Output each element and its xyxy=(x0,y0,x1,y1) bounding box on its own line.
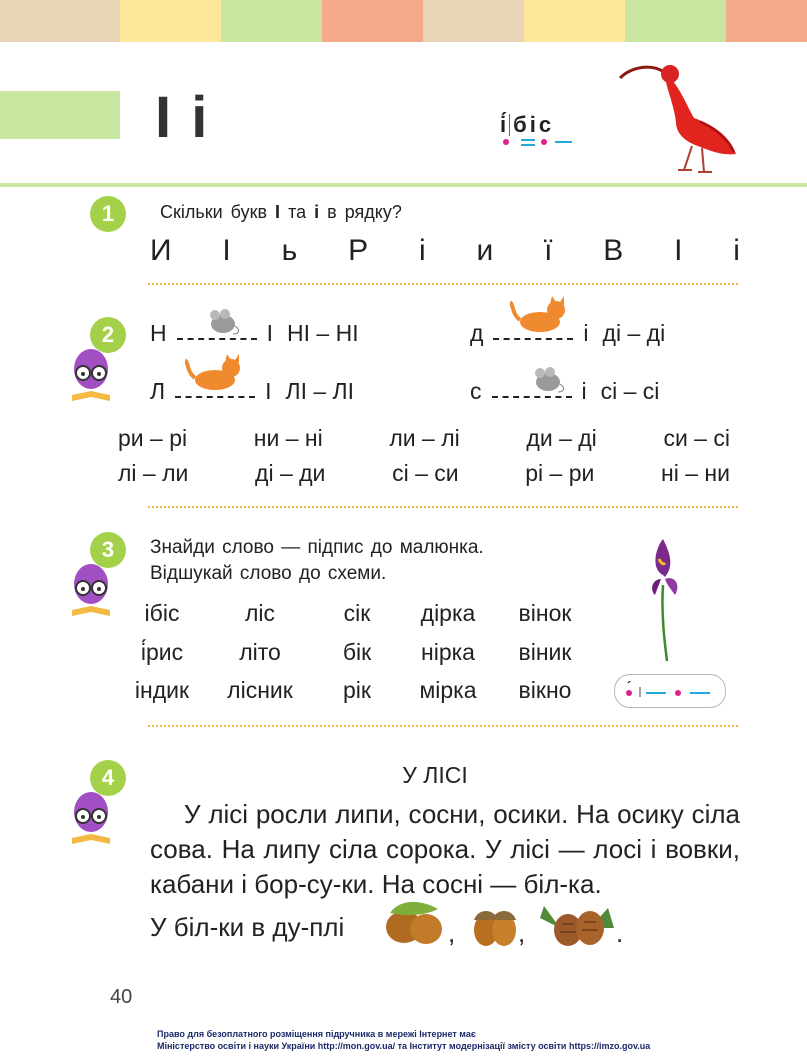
page-title-letter: І і xyxy=(155,85,210,150)
syllable-row: лі – ли ді – ди сі – си рі – ри ні – ни xyxy=(118,460,730,486)
syllable-line: Л І ЛІ – ЛІ xyxy=(150,378,355,404)
syllable-line: д і ді – ді xyxy=(470,320,666,346)
exercise-number: 1 xyxy=(90,196,126,232)
ibis-icon xyxy=(612,62,740,178)
sound-scheme-marks xyxy=(500,136,580,150)
comma: , xyxy=(518,918,526,948)
stripe xyxy=(726,0,807,42)
cat-icon xyxy=(185,354,245,394)
owl-character-icon xyxy=(68,788,114,850)
exercise-number: 2 xyxy=(90,317,126,353)
word-row: і́рис літо бік нірка віник xyxy=(140,639,572,665)
exercise1-question: Скільки букв І та і в рядку? xyxy=(160,202,402,222)
scheme-letter: с xyxy=(538,112,552,137)
comma: , xyxy=(448,918,456,948)
pine-cone-icon xyxy=(538,898,616,954)
header-green-bar xyxy=(0,91,120,139)
letter: И xyxy=(150,234,172,267)
story-last-line: У біл-ки в ду-плі xyxy=(150,912,345,942)
story-paragraph: У лісі росли липи, сосни, осики. На осику сіла сова. На липу сіла сорока. У лісі — лосі і вовки, кабани і бор-су-ки. На сосні — біл-ка. xyxy=(150,799,740,899)
iris-flower-icon xyxy=(645,535,685,663)
exercise3-instruction: Знайди слово — підпис до малюнка. xyxy=(150,537,484,558)
word-row: індик лісник рік мірка вікно xyxy=(134,677,572,703)
stripe xyxy=(524,0,625,42)
hazelnut-icon xyxy=(380,895,448,950)
letter: і xyxy=(418,234,426,267)
letter: і xyxy=(733,234,740,267)
word-row: ібіс ліс сік дірка вінок xyxy=(144,600,572,626)
letter: І xyxy=(674,234,683,267)
footer-line: Міністерство освіти і науки України http://mon.gov.ua/ та Інститут модернізації змісту освіти https://imzo.gov.ua xyxy=(157,1041,651,1051)
syllable-row: ри – рі ни – ні ли – лі ди – ді си – сі xyxy=(118,425,730,451)
owl-character-icon xyxy=(68,560,114,622)
letter: и xyxy=(476,234,494,267)
stripe xyxy=(423,0,524,42)
stripe xyxy=(120,0,221,42)
letter: ь xyxy=(281,234,298,267)
exercise-number: 4 xyxy=(90,760,126,796)
page-number: 40 xyxy=(110,986,133,1008)
story-title: У ЛІСІ xyxy=(402,762,468,788)
cat-icon xyxy=(510,296,570,336)
dotted-divider xyxy=(148,283,738,285)
letter: Р xyxy=(348,234,369,267)
dotted-divider xyxy=(148,506,738,508)
exercise-number: 3 xyxy=(90,532,126,568)
stripe xyxy=(625,0,726,42)
syllable-line: Н І НІ – НІ xyxy=(150,320,359,346)
header-divider xyxy=(0,183,807,187)
letter: В xyxy=(603,234,624,267)
scheme-letter: і́ xyxy=(500,112,507,137)
stripe xyxy=(322,0,423,42)
scheme-letter: б xyxy=(513,112,527,137)
exercise3-instruction: Відшукай слово до схеми. xyxy=(150,563,387,584)
syllable-line: с і сі – сі xyxy=(470,378,660,404)
mouse-icon xyxy=(528,364,568,394)
letter: І xyxy=(222,234,231,267)
letter: ї xyxy=(544,234,553,267)
owl-character-icon xyxy=(68,345,114,407)
acorn-icon xyxy=(468,900,522,950)
mouse-icon xyxy=(203,306,243,336)
period: . xyxy=(616,918,624,948)
scheme-letter: і xyxy=(529,112,536,137)
footer-line: Право для безоплатного розміщення підручника в мережі Інтернет має xyxy=(157,1029,476,1039)
sound-scheme-marks xyxy=(622,681,722,701)
stripe xyxy=(221,0,322,42)
word-scheme xyxy=(500,112,551,138)
letter-row xyxy=(150,234,740,268)
stripe xyxy=(0,0,120,42)
dotted-divider xyxy=(148,725,738,727)
